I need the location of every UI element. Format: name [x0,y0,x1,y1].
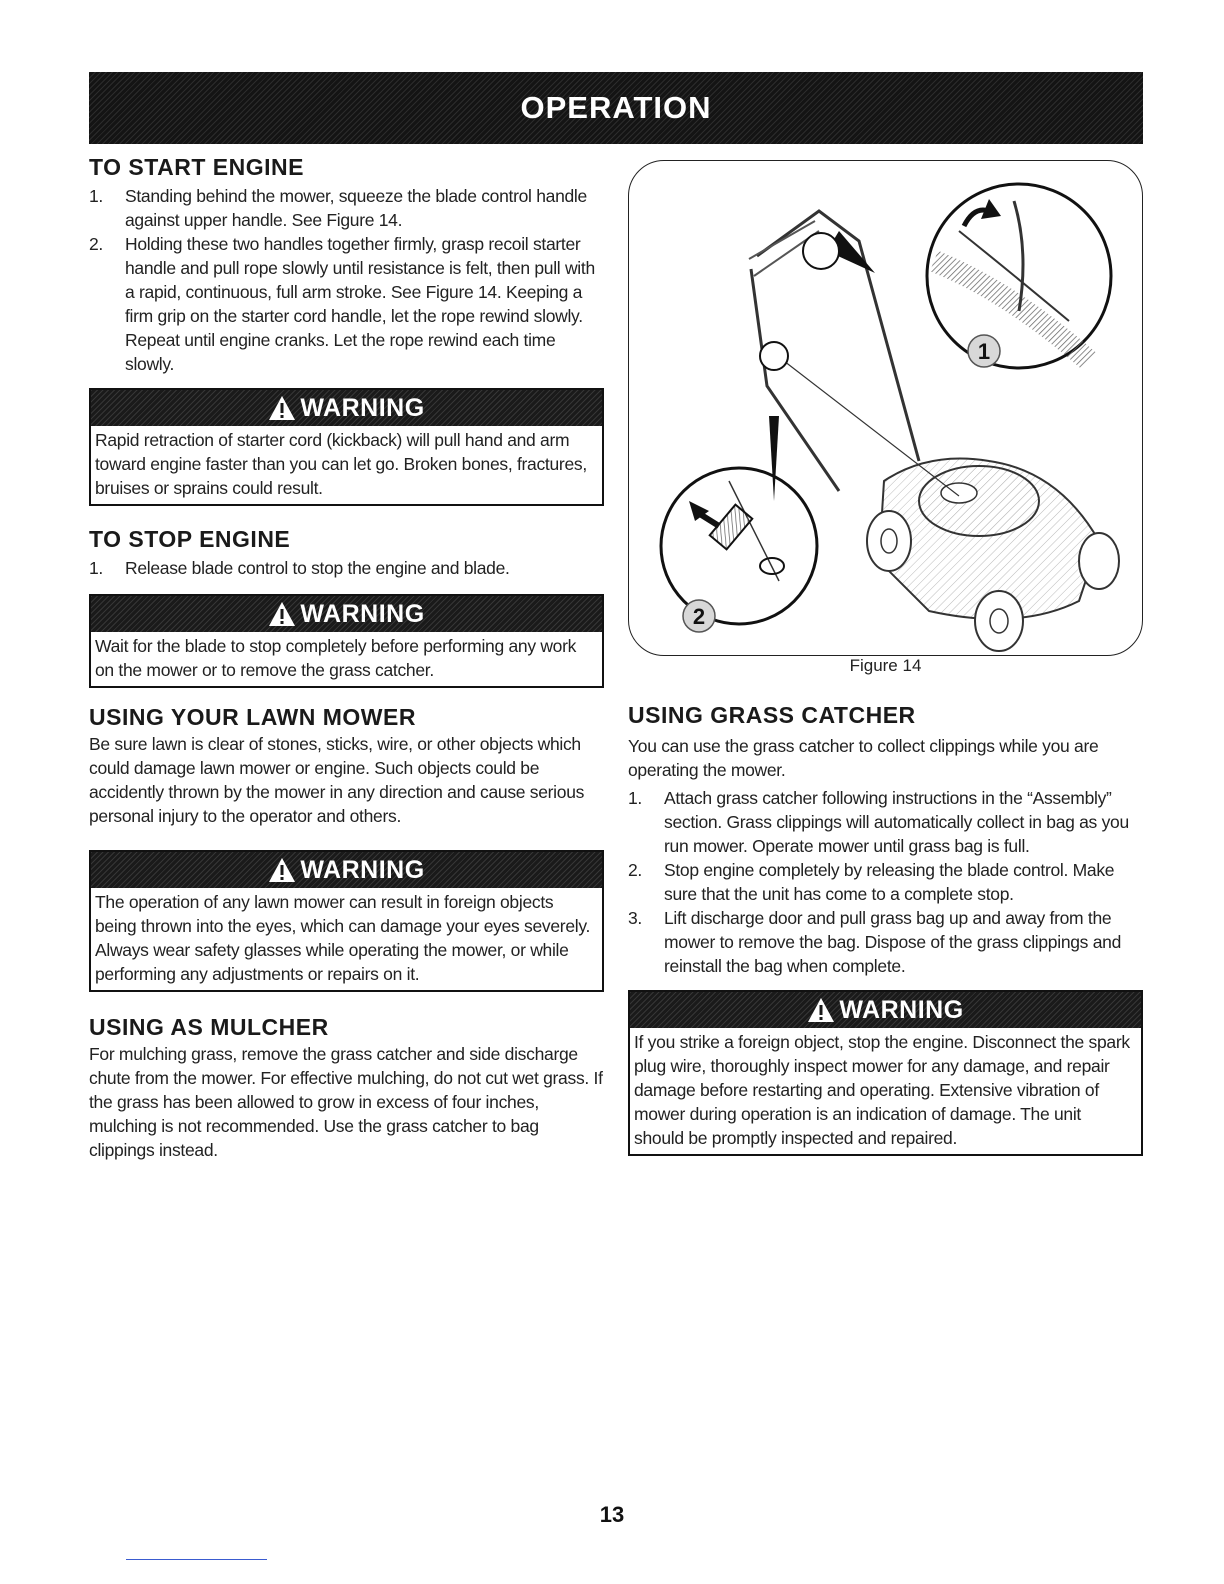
left-column [89,152,604,1162]
step-text: Holding these two handles together firmly, grasp recoil starter handle and pull rope slowly until resistance is felt, then pull with a rapid, continuous, full arm stroke. See Figure 14. Keeping a firm grip on the starter cord handle, let the rope rewind slowly. Repeat until engine cranks. Let the rope rewind each time slowly. [125,234,595,374]
grass-catcher-text: You can use the grass catcher to collect clippings while you are operating the mower. [628,736,1099,780]
list-item [89,556,604,580]
warning-header [91,596,602,632]
stop-engine-warning [89,594,604,688]
step-text: Standing behind the mower, squeeze the blade control handle against upper handle. See Figure 14. [125,186,587,230]
warning-title: WARNING [300,393,425,422]
using-mower-text: Be sure lawn is clear of stones, sticks, wire, or other objects which could damage lawn mower or engine. Such objects could be accidently thrown by the mower in any direction and cause serious personal injury to the operator and others. [89,734,585,826]
warning-triangle-icon [807,997,835,1023]
figure-caption: Figure 14 [849,656,922,675]
warning-title: WARNING [839,995,964,1024]
step-number: 2. [89,234,103,254]
list-item [628,786,1143,858]
step-number: 2. [628,860,642,880]
warning-triangle-icon [268,395,296,421]
warning-header [91,390,602,426]
using-mower-warning [89,850,604,992]
warning-text: The operation of any lawn mower can result in foreign objects being thrown into the eyes, which can damage your eyes severely. Always wear safety glasses while operating the mower, or while performing any adjustments or repairs on it. [95,892,591,984]
figure-14-illustration [628,160,1143,656]
grass-catcher-warning [628,990,1143,1156]
footer-divider [126,1559,267,1560]
grass-catcher-heading: USING GRASS CATCHER [628,702,916,728]
warning-triangle-icon [268,601,296,627]
step-number: 3. [628,908,642,928]
step-text: Stop engine completely by releasing the blade control. Make sure that the unit has come to a complete stop. [664,860,1115,904]
right-column [628,700,1143,1156]
warning-header [630,992,1141,1028]
warning-title: WARNING [300,599,425,628]
step-text: Lift discharge door and pull grass bag up and away from the mower to remove the bag. Dispose of the grass clippings and reinstall the bag when complete. [664,908,1121,976]
stop-engine-steps [89,556,604,580]
list-item [89,232,604,376]
list-item [89,184,604,232]
step-number: 1. [89,558,103,578]
section-title: OPERATION [520,90,712,125]
step-text: Release blade control to stop the engine and blade. [125,558,510,578]
mulcher-heading: USING AS MULCHER [89,1014,329,1040]
step-number: 1. [89,186,103,206]
section-banner [89,72,1143,144]
mulcher-text: For mulching grass, remove the grass catcher and side discharge chute from the mower. For effective mulching, do not cut wet grass. If the grass has been allowed to grow in excess of four inches, mulching is not recommended. Use the grass catcher to bag clippings instead. [89,1044,603,1160]
start-engine-steps [89,184,604,376]
mower-diagram [629,161,1142,655]
callout-1-label: 1 [977,339,991,364]
using-mower-heading: USING YOUR LAWN MOWER [89,704,416,730]
warning-text: Rapid retraction of starter cord (kickback) will pull hand and arm toward engine faster than you can let go. Broken bones, fractures, bruises or sprains could result. [95,430,587,498]
start-engine-heading: TO START ENGINE [89,154,304,180]
warning-header [91,852,602,888]
stop-engine-heading: TO STOP ENGINE [89,526,291,552]
warning-title: WARNING [300,855,425,884]
warning-text: Wait for the blade to stop completely before performing any work on the mower or to remove the grass catcher. [95,636,577,680]
warning-triangle-icon [268,857,296,883]
warning-text: If you strike a foreign object, stop the engine. Disconnect the spark plug wire, thoroughly inspect mower for any damage, and repair damage before restarting and operating. Extensive vibration of mower during operation is an indication of damage. The unit should be promptly inspected and repaired. [634,1032,1130,1148]
step-text: Attach grass catcher following instructions in the “Assembly” section. Grass clippings will automatically collect in bag as you run mower. Operate mower until grass bag is full. [664,788,1129,856]
grass-catcher-steps [628,786,1143,978]
list-item [628,906,1143,978]
list-item [628,858,1143,906]
start-engine-warning [89,388,604,506]
callout-2-label: 2 [692,604,706,629]
step-number: 1. [628,788,642,808]
page-number: 13 [599,1502,625,1527]
